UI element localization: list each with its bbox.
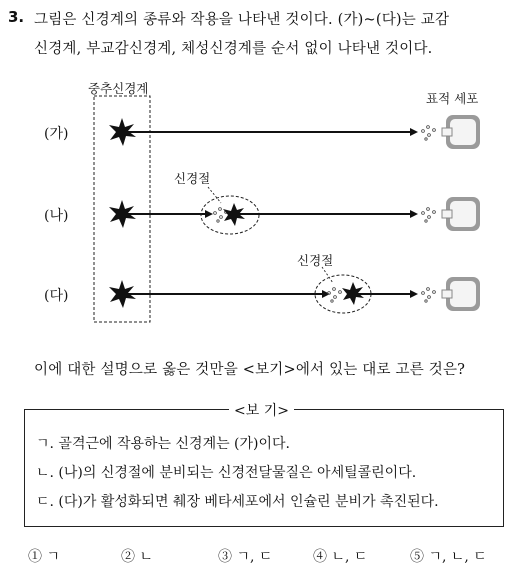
target-cell-label: 표적 세포 xyxy=(426,91,479,106)
option-5[interactable]: ⑤ ㄱ, ㄴ, ㄷ xyxy=(410,549,487,565)
question-line-1: 그림은 신경계의 종류와 작용을 나타낸 것이다. (가)~(다)는 교감 xyxy=(34,12,450,28)
target-cell-ga xyxy=(442,115,480,149)
ganglion-label-2: 신경절 xyxy=(297,253,334,268)
question-number: 3. xyxy=(8,8,25,26)
bogi-title-text: 보 기 xyxy=(245,403,278,419)
option-4[interactable]: ④ ㄴ, ㄷ xyxy=(313,549,368,565)
bogi-item-2: ㄴ. (나)의 신경절에 분비되는 신경전달물질은 아세틸콜린이다. xyxy=(36,465,417,481)
target-cell-da xyxy=(442,277,480,311)
figure-drawing xyxy=(0,70,525,340)
row-label-ga: (가) xyxy=(44,126,69,142)
question-line-2: 신경계, 부교감신경계, 체성신경계를 순서 없이 나타낸 것이다. xyxy=(34,41,433,57)
ganglion-label-1: 신경절 xyxy=(174,171,211,186)
option-3[interactable]: ③ ㄱ, ㄷ xyxy=(218,549,273,565)
bogi-title: <보 기> xyxy=(229,400,294,420)
nervous-system-figure xyxy=(0,70,525,340)
target-cell-na xyxy=(442,197,480,231)
bogi-item-3: ㄷ. (다)가 활성화되면 췌장 베타세포에서 인슐린 분비가 촉진된다. xyxy=(36,494,439,510)
cns-label: 중추신경계 xyxy=(88,81,149,96)
option-2[interactable]: ② ㄴ xyxy=(121,549,153,565)
bogi-item-1: ㄱ. 골격근에 작용하는 신경계는 (가)이다. xyxy=(36,436,291,452)
option-1[interactable]: ① ㄱ xyxy=(28,549,60,565)
question-prompt: 이에 대한 설명으로 옳은 것만을 <보기>에서 있는 대로 고른 것은? xyxy=(34,362,466,378)
row-label-na: (나) xyxy=(44,208,69,224)
row-label-da: (다) xyxy=(44,288,69,304)
